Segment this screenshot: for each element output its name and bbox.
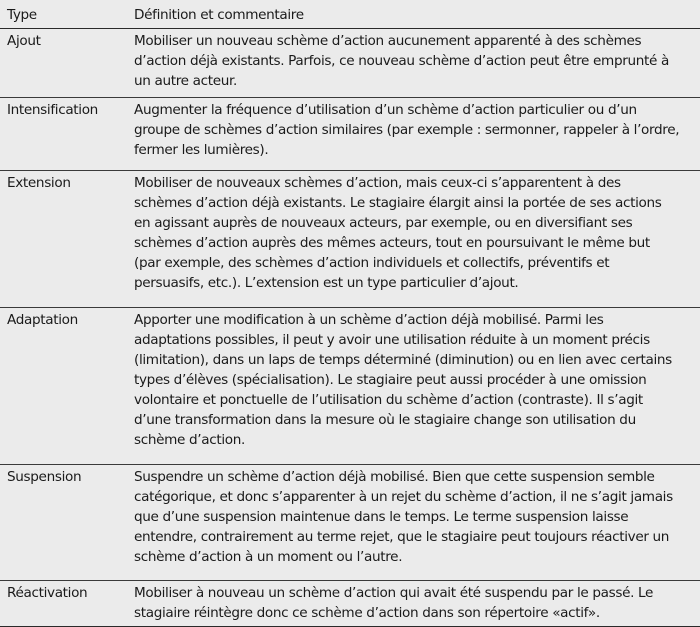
definition-line: que d’une suspension maintenue dans le temps. Le terme suspension laisse (134, 509, 629, 525)
row-definition (134, 583, 694, 623)
row-type: Adaptation (7, 312, 78, 328)
definition-line: (limitation), dans un laps de temps déterminé (diminution) ou en lien avec certains (134, 352, 672, 368)
definition-line: stagiaire réintègre donc ce schème d’action dans son répertoire «actif». (134, 605, 600, 621)
definition-line: groupe de schèmes d’action similaires (par exemple : sermonner, rappeler à l’ordre, (134, 122, 680, 138)
table-header (0, 0, 700, 28)
definition-line: schèmes d’action déjà existants. Le stagiaire élargit ainsi la portée de ses actions (134, 195, 662, 211)
row-definition (134, 31, 694, 91)
definition-line: d’action déjà existants. Parfois, ce nouveau schème d’action peut être emprunté à (134, 53, 669, 69)
definition-line: types d’élèves (spécialisation). Le stagiaire peut aussi procéder à une omission (134, 372, 647, 388)
definition-line: schème d’action à un moment ou l’autre. (134, 549, 403, 565)
definition-line: catégorique, et donc s’apparenter à un rejet du schème d’action, il ne s’agit jamais (134, 489, 673, 505)
definition-line: persuasifs, etc.). L’extension est un type particulier d’ajout. (134, 275, 519, 291)
definition-line: en agissant auprès de nouveaux acteurs, par exemple, ou en diversifiant ses (134, 215, 633, 231)
row-definition (134, 310, 694, 450)
definition-line: un autre acteur. (134, 73, 237, 89)
header-rule (0, 28, 700, 29)
row-definition (134, 173, 694, 293)
row-type: Intensification (7, 102, 98, 118)
row-divider (0, 97, 700, 98)
definition-line: volontaire et ponctuelle de l’utilisation du schème d’action (contraste). Il s’agit (134, 392, 643, 408)
row-definition (134, 100, 694, 160)
definition-line: d’une transformation dans la mesure où le stagiaire change son utilisation du (134, 412, 636, 428)
definition-line: Mobiliser un nouveau schème d’action aucunement apparenté à des schèmes (134, 33, 642, 49)
row-type: Ajout (7, 33, 41, 49)
row-divider (0, 464, 700, 465)
header-definition: Définition et commentaire (134, 7, 304, 23)
definition-line: Suspendre un schème d’action déjà mobilisé. Bien que cette suspension semble (134, 469, 655, 485)
row-type: Réactivation (7, 585, 88, 601)
row-definition (134, 467, 694, 567)
row-divider (0, 307, 700, 308)
definition-line: Mobiliser de nouveaux schèmes d’action, mais ceux-ci s’apparentent à des (134, 175, 621, 191)
definition-line: (par exemple, des schèmes d’action individuels et collectifs, préventifs et (134, 255, 610, 271)
definition-line: adaptations possibles, il peut y avoir une utilisation réduite à un moment précis (134, 332, 650, 348)
row-divider (0, 580, 700, 581)
row-divider (0, 170, 700, 171)
definition-line: schème d’action. (134, 432, 245, 448)
definition-line: schèmes d’action auprès des mêmes acteurs, tout en poursuivant le même but (134, 235, 650, 251)
definition-line: Apporter une modification à un schème d’action déjà mobilisé. Parmi les (134, 312, 604, 328)
definition-line: Mobiliser à nouveau un schème d’action qui avait été suspendu par le passé. Le (134, 585, 654, 601)
definition-line: entendre, contrairement au terme rejet, que le stagiaire peut toujours réactiver un (134, 529, 670, 545)
header-type: Type (7, 7, 37, 23)
row-type: Suspension (7, 469, 82, 485)
row-type: Extension (7, 175, 71, 191)
definition-line: Augmenter la fréquence d’utilisation d’un schème d’action particulier ou d’un (134, 102, 637, 118)
definition-line: fermer les lumières). (134, 142, 269, 158)
